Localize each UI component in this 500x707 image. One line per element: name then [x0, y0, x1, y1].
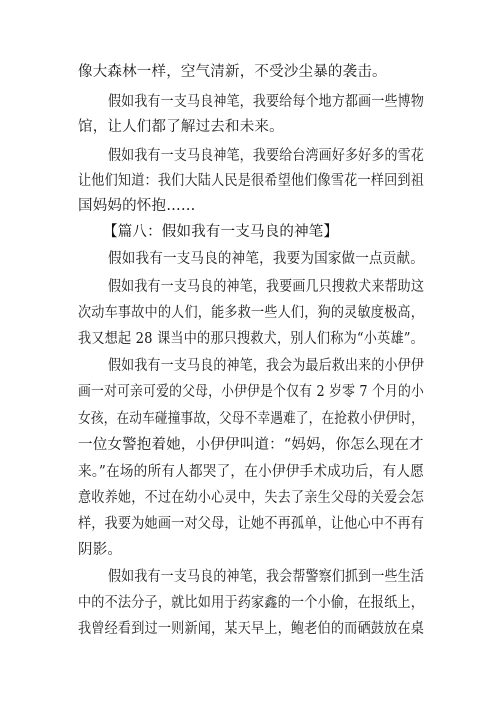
- text-line: 来。”在场的所有人都哭了，在小伊伊手术成功后，有人愿: [78, 464, 424, 480]
- paragraph-first-line: 假如我有一支马良的神笔，我要为国家做一点贡献。: [108, 251, 424, 267]
- text-line: 意收养她，不过在幼小心灵中，失去了亲生父母的关爱会怎: [78, 490, 425, 506]
- text-line: 我曾经看到过一则新闻，某天早上，鲍老伯的而硒鼓放在桌: [78, 621, 425, 637]
- paragraph-first-line: 假如我有一支马良的神笔，我会帮警察们抓到一些生活: [108, 569, 425, 585]
- paragraph-first-line: 假如我有一支马良的神笔，我要画几只搜救犬来帮助这: [108, 279, 425, 295]
- text-line: 次动车事故中的人们，能多救一些人们，狗的灵敏度极高，: [78, 305, 425, 321]
- text-line: 样，我要为她画一对父母，让她不再孤单，让他心中不再有: [78, 516, 425, 532]
- paragraph-first-line: 假如我有一支马良神笔，我要给每个地方都画一些博物: [108, 94, 425, 110]
- text-line: 画一对可亲可爱的父母，小伊伊是个仅有 2 岁零 7 个月的小: [78, 384, 425, 400]
- text-line: 女孩，在动车碰撞事故，父母不幸遇难了，在抢救小伊伊时，: [78, 411, 424, 427]
- text-line: 中的不法分子，就比如用于药家鑫的一个小偷，在报纸上，: [78, 595, 425, 611]
- text-line: 馆，让人们都了解过去和未来。: [78, 119, 284, 135]
- text-line: 像大森林一样，空气清新，不受沙尘暴的袭击。: [78, 64, 387, 80]
- text-line: 一位女警抱着她，小伊伊叫道：“妈妈，你怎么现在才: [78, 437, 424, 453]
- paragraph-first-line: 假如我有一支马良的神笔，我会为最后救出来的小伊伊: [108, 358, 425, 374]
- section-heading: 【篇八：假如我有一支马良的神笔】: [103, 224, 339, 240]
- text-line: 国妈妈的怀抱……: [78, 198, 196, 214]
- paragraph-first-line: 假如我有一支马良神笔，我要给台湾画好多好多的雪花: [108, 148, 425, 164]
- text-line: 阴影。: [78, 542, 123, 558]
- text-line: 我又想起 28 课当中的那只搜救犬，别人们称为“小英雄”。: [78, 331, 424, 347]
- text-line: 让他们知道：我们大陆人民是很希望他们像雪花一样回到祖: [78, 173, 425, 189]
